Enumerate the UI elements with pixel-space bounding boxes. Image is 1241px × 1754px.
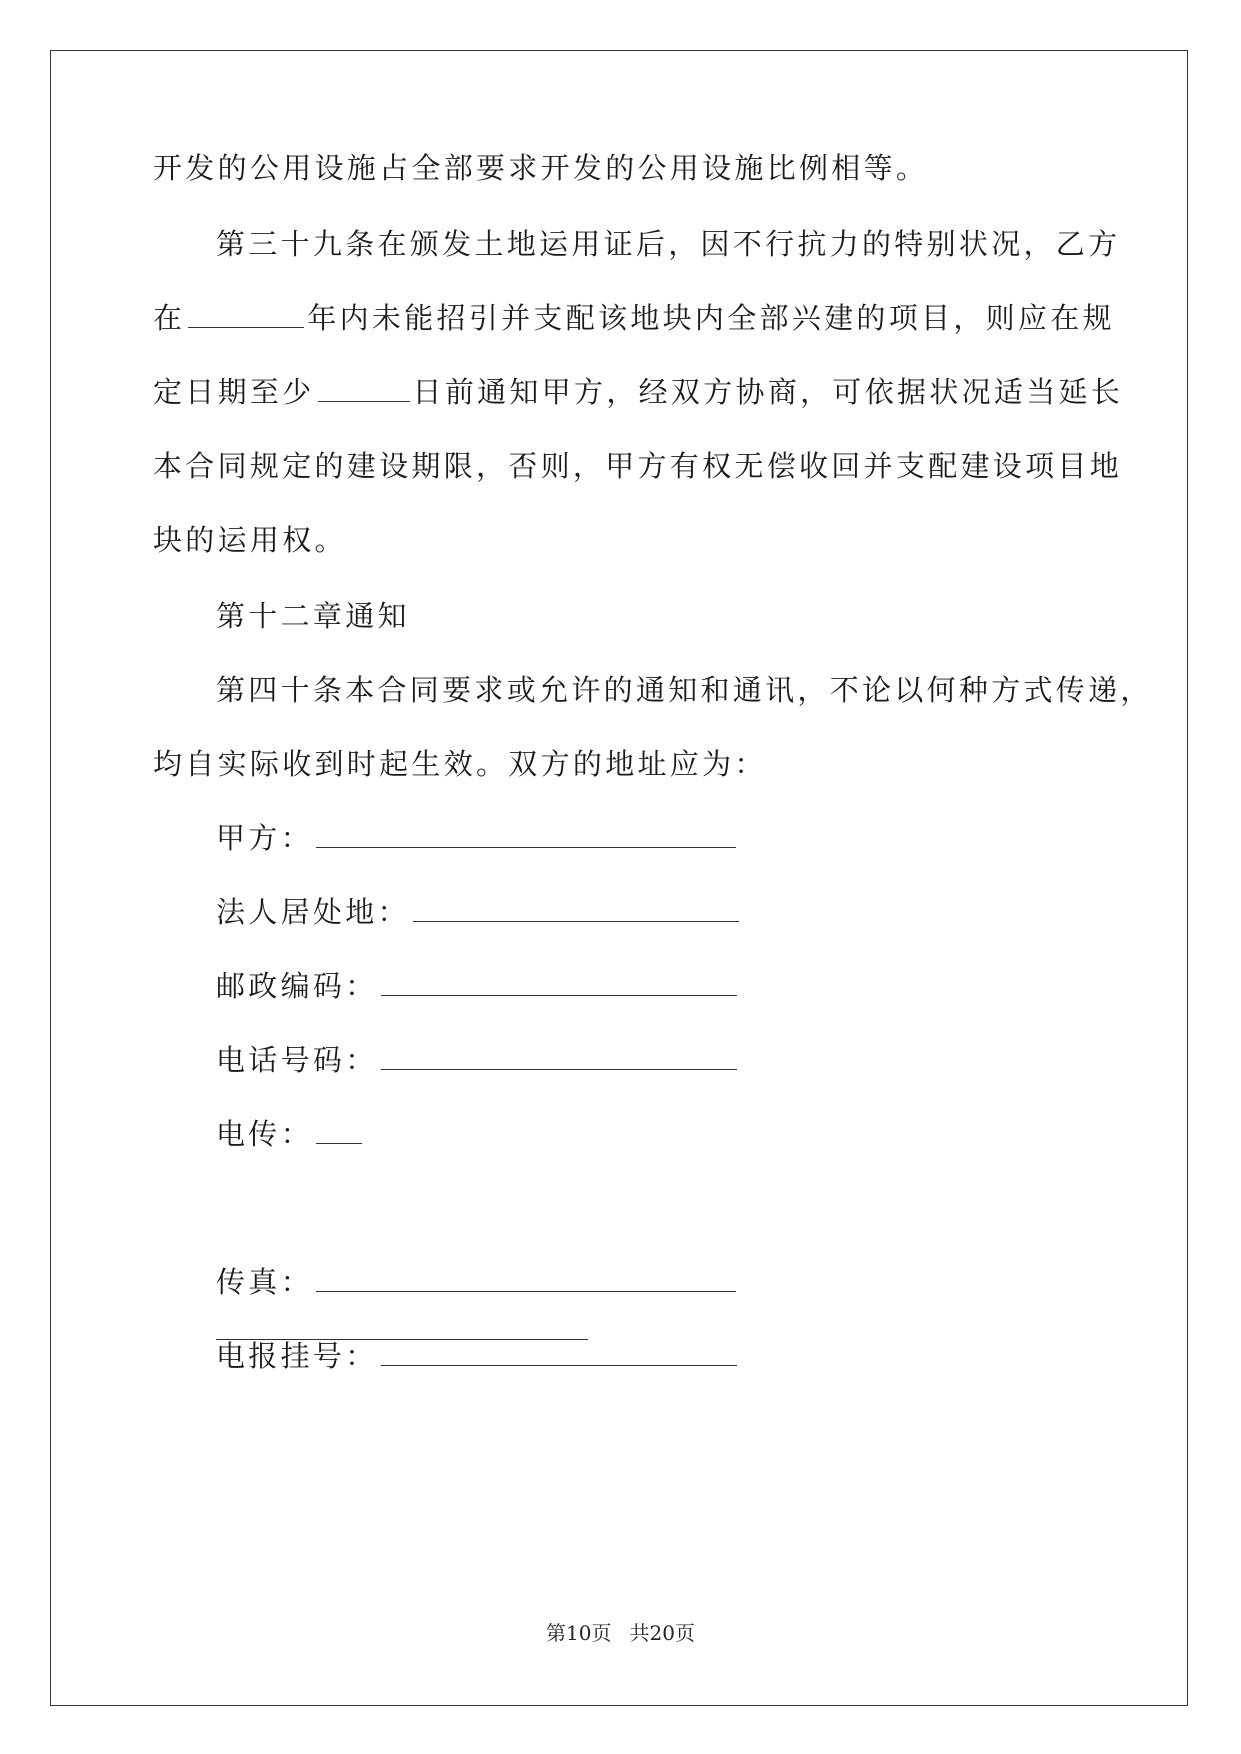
page-footer bbox=[0, 1620, 1241, 1646]
paragraph-line: 块的运用权。 bbox=[153, 523, 347, 557]
paragraph-line bbox=[153, 298, 1115, 338]
field-postal-code bbox=[216, 966, 740, 1006]
field-label: 传真： bbox=[216, 1265, 313, 1299]
paragraph-line: 本合同规定的建设期限，否则，甲方有权无偿收回并支配建设项目地 bbox=[153, 449, 1123, 483]
days-blank bbox=[318, 379, 410, 402]
party-a-blank bbox=[316, 825, 736, 848]
paragraph-text: 定日期至少 bbox=[153, 375, 315, 409]
phone-blank bbox=[381, 1047, 737, 1070]
page-total: 共20页 bbox=[629, 1621, 695, 1645]
telegraph-blank bbox=[381, 1343, 737, 1366]
chapter-heading: 第十二章通知 bbox=[216, 599, 410, 633]
paragraph-text: 年内未能招引并支配该地块内全部兴建的项目，则应在规 bbox=[307, 301, 1115, 335]
postal-code-blank bbox=[381, 973, 737, 996]
field-label: 电报挂号： bbox=[216, 1339, 378, 1373]
paragraph-text: 日前通知甲方，经双方协商，可依据状况适当延长 bbox=[412, 375, 1124, 409]
paragraph-line: 开发的公用设施占全部要求开发的公用设施比例相等。 bbox=[153, 151, 929, 185]
paragraph-line: 均自实际收到时起生效。双方的地址应为： bbox=[153, 747, 767, 781]
page-number: 第10页 bbox=[546, 1621, 612, 1645]
field-label: 电传： bbox=[216, 1117, 313, 1151]
telex-blank bbox=[316, 1121, 362, 1144]
legal-address-blank bbox=[413, 899, 739, 922]
field-phone bbox=[216, 1040, 740, 1080]
years-blank bbox=[188, 305, 304, 328]
fax-blank bbox=[316, 1269, 736, 1292]
field-label: 邮政编码： bbox=[216, 969, 378, 1003]
paragraph-line bbox=[153, 372, 1123, 412]
field-party-a bbox=[216, 818, 739, 858]
field-fax bbox=[216, 1262, 739, 1302]
field-label: 电话号码： bbox=[216, 1043, 378, 1077]
article-39-line: 第三十九条在颁发土地运用证后，因不行抗力的特别状况，乙方 bbox=[216, 227, 1121, 261]
field-label: 法人居处地： bbox=[216, 895, 410, 929]
field-label: 甲方： bbox=[216, 821, 313, 855]
field-telex bbox=[216, 1114, 365, 1154]
paragraph-text: 在 bbox=[153, 301, 186, 335]
field-legal-address bbox=[216, 892, 742, 932]
field-telegraph bbox=[216, 1336, 740, 1376]
article-40-line: 第四十条本合同要求或允许的通知和通讯，不论以何种方式传递， bbox=[216, 673, 1153, 707]
